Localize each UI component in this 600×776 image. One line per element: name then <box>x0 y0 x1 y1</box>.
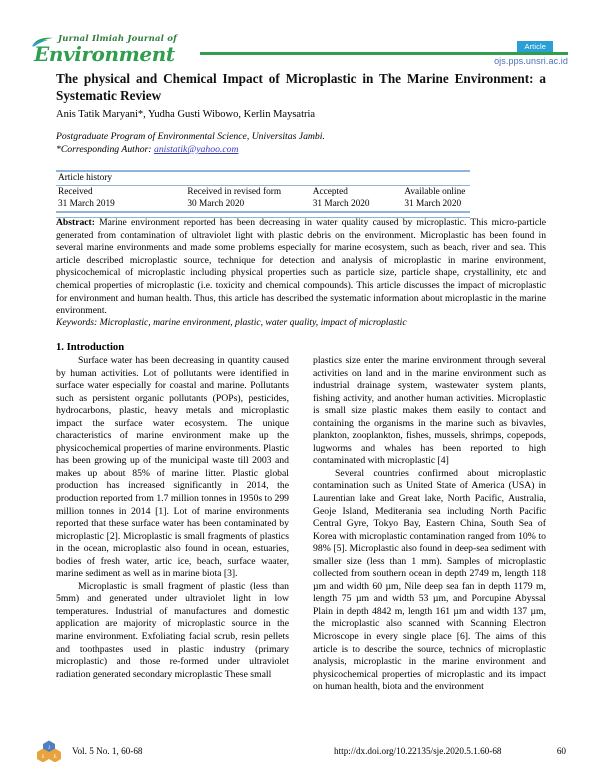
paragraph: Several countries confirmed about microplastic contamination such as United State of America (USA) in Laurentian lake and Great lake, North Pacific, Australia, Geoje Island, Mediterania sea including North Pacific Central Gyre, Tokyo Bay, Eastern China, South Sea of Korea with microplastic contamination ranged from 10% to 98% [5]. Microplastic also found in deep-sea sediment with smaller size (less than 1 mm). Samples of microplastic collected from southern ocean in depth 2749 m, length 118 µm and width 60 µm, Nile deep sea fan in depth 1179 m, length 75 µm and width 53 µm, and Porcupine Abyssal Plain in depth 4842 m, length 161 µm and width 137 µm, the microplastic also scanned with Scanning Electron Microscope in every single place [6]. The aims of this article is to describe the source, technics of microplastic analysis, microplastic in the marine environment and physicochemical properties of microplastic and its impact on human health, biota and the environment <box>313 467 546 693</box>
footer-volume-info: Vol. 5 No. 1, 60-68 <box>72 746 143 756</box>
abstract-label: Abstract: <box>56 217 95 228</box>
keywords-line: Keywords: Microplastic, marine environment, plastic, water quality, impact of microplastic <box>56 317 407 328</box>
history-value-received: 31 March 2019 <box>58 198 115 209</box>
corresponding-author-line <box>56 143 546 156</box>
history-value-available: 31 March 2020 <box>404 198 462 209</box>
journal-logo-wordmark: Environment <box>34 42 175 66</box>
masthead <box>32 34 568 68</box>
history-value-revised: 30 March 2020 <box>187 198 245 209</box>
abstract-block <box>56 217 546 318</box>
abstract-text: Marine environment reported has been decreasing in water quality caused by microplastic. This micro-particle generated from contamination of ultraviolet light with plastic debris on the environment. Microplastic has been found in several marine environments and made some problems especially for marine ecosystem, such as beach, river and sea. This article described microplastic source, technique for detection and analysis of microplastic in marine environment, physicochemical of microplastic including physical properties such as particle size, particle shape, crystallinity, etc and chemical properties of microplastic (i.e. toxicity and chemical compounds). This article discusses the impact of microplastic for environment and human health. Thus, this article has described the systematic information about microplastic in the marine environment. <box>56 217 546 317</box>
paper-title: The physical and Chemical Impact of Microplastic in The Marine Environment: a Systematic Review <box>56 71 546 103</box>
svg-text:J: J <box>48 746 50 751</box>
body-column-right <box>313 355 546 694</box>
footer-doi-link[interactable]: http://dx.doi.org/10.22135/sje.2020.5.1.60-68 <box>334 746 502 756</box>
paper-authors: Anis Tatik Maryani*, Yudha Gusti Wibowo, Kerlin Maysatria <box>56 109 316 120</box>
history-head-revised: Received in revised form <box>187 187 282 198</box>
history-head-accepted: Accepted <box>312 187 348 198</box>
history-cell-accepted <box>313 187 405 210</box>
history-row <box>56 186 470 211</box>
article-type-badge: Article <box>517 41 553 52</box>
body-column-left <box>56 355 289 694</box>
journal-url-link[interactable]: ojs.pps.unsri.ac.id <box>494 56 568 66</box>
footer-page-number: 60 <box>556 746 566 756</box>
svg-text:E: E <box>53 755 57 760</box>
history-cell-available <box>404 187 470 210</box>
corresponding-author-label: *Corresponding Author: <box>56 144 154 155</box>
section-heading-introduction: 1. Introduction <box>56 342 125 353</box>
affiliation-line: Postgraduate Program of Environmental Science, Universitas Jambi. <box>56 131 325 142</box>
header-divider <box>200 52 568 55</box>
history-value-accepted: 31 March 2020 <box>312 198 370 209</box>
journal-logo-script: Jurnal Ilmiah Journal of <box>58 34 177 44</box>
journal-logo <box>32 34 200 68</box>
paragraph: plastics size enter the marine environment through several activities on land and in the marine environment such as industrial drainage system, wastewater system plants, fishing activity, and another human activities. Microplastic is small size plastic makes them easily to contact and containing the organisms in the marine such as bivavles, plankton, zooplankton, fishes, mussels, shrimps, copepods, lugworms and whales has been reported to high contaminated with microplastic [4] <box>313 355 546 467</box>
article-history-label: Article history <box>58 172 112 183</box>
publisher-logo-icon <box>36 740 62 762</box>
corresponding-author-email[interactable]: anistatik@yahoo.com <box>153 144 239 155</box>
article-history-table <box>56 170 470 218</box>
history-cell-revised <box>187 187 312 210</box>
paragraph: Microplastic is small fragment of plastic (less than 5mm) and generated under ultraviolet light in low temperatures. Industrial of manufactures and domestic application are majority of microplastic source in the marine environment. Exfoliating facial scrub, resin pellets and toothpastes used in plastic industry (primary microplastic) and those re-formed under ultraviolet radiation generated secondary microplastic These small <box>56 580 289 680</box>
body-columns <box>56 355 546 694</box>
paper-affiliation <box>56 130 546 156</box>
paragraph: Surface water has been decreasing in quantity caused by human activities. Lot of pollutants were identified in surface water especially for coastal and marine. Pollutants such as persistent organic pollutants (POPs), pesticides, hydrocarbons, plastic, heavy metals and microplastic impact the surface water ecosystem. The unique characteristics of marine environment make up the physicochemical properties of marine environments. Plastic has been growing up of the municipal waste till 2003 and makes up about 85% of marine litter. Plastic global production has increased significantly in 2014, the production reported from 1.7 million tonnes in 1950s to 299 million tonnes in 2014 [1]. Lot of marine environments reported that these surface water has been contaminated by microplastic [2]. Microplastic is small fragments of plastics in the ocean, microplastic also found in ocean, estuaries, bodies of fresh water, artic ice, beach, surface waater, marine sediment as well as in marine biota [3]. <box>56 355 290 580</box>
svg-text:S: S <box>41 755 45 760</box>
page-footer <box>32 740 568 766</box>
history-cell-received <box>58 187 187 210</box>
history-head-received: Received <box>58 187 93 198</box>
history-head-available: Available online <box>404 187 466 198</box>
